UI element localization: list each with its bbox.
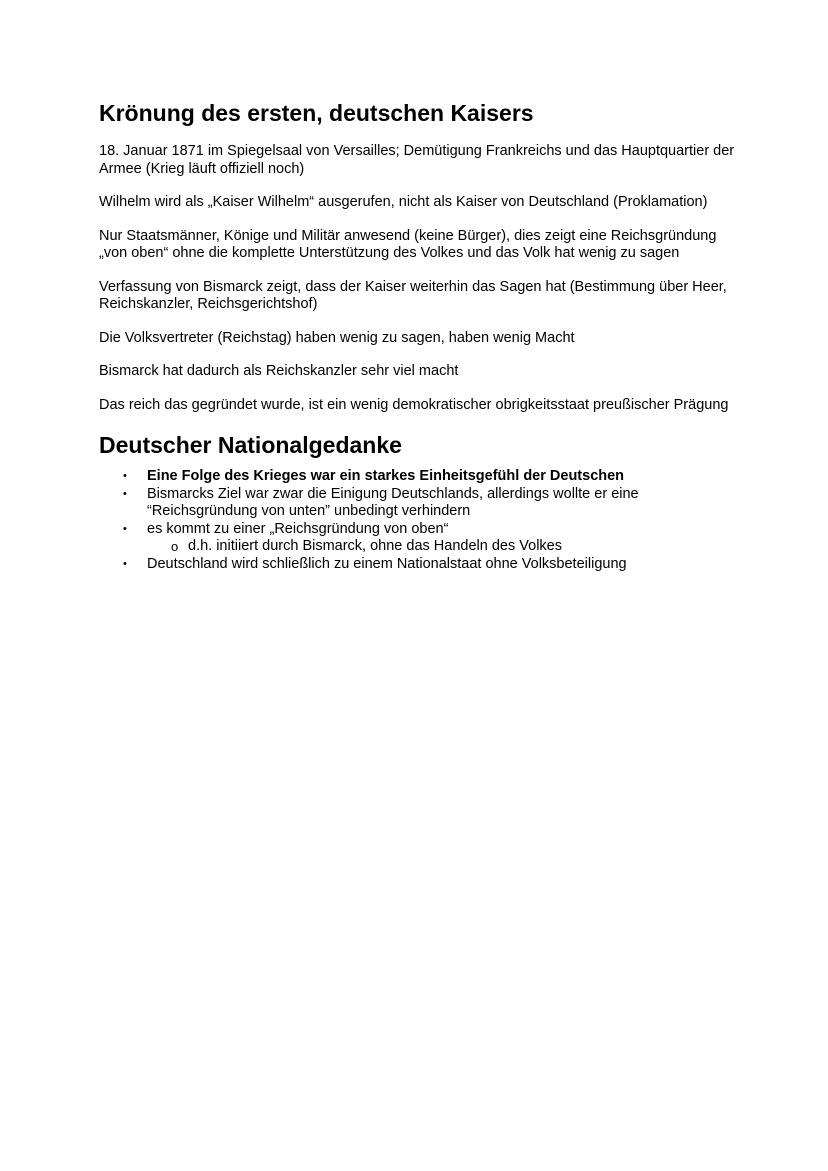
paragraph-constitution: Verfassung von Bismarck zeigt, dass der Kaiser weiterhin das Sagen hat (Bestimmung über Heer, Reichskanzler, Reichsgerichtshof) [99,278,727,312]
bullet-icon: • [123,487,127,500]
list-item-text: Bismarcks Ziel war zwar die Einigung Deutschlands, allerdings wollte er eine “Reichsgründung von unten” unbedingt verhindern [147,485,639,519]
bullet-icon: • [123,470,127,482]
section-heading-kaiser: Krönung des ersten, deutschen Kaisers [99,100,534,126]
list-item [123,485,739,521]
sub-bullet-list [147,538,739,556]
list-item-text: es kommt zu einer „Reichsgründung von oben“ [147,520,449,537]
document-content [99,100,739,573]
paragraph-state: Das reich das gegründet wurde, ist ein wenig demokratischer obrigkeitsstaat preußischer Prägung [99,396,729,413]
section-heading-national: Deutscher Nationalgedanke [99,432,402,458]
bullet-icon: • [123,522,127,535]
list-item-text: Eine Folge des Krieges war ein starkes Einheitsgefühl der Deutschen [147,468,625,484]
list-item [123,555,739,574]
paragraph-date: 18. Januar 1871 im Spiegelsaal von Versailles; Demütigung Frankreichs und das Hauptquartier der Armee (Krieg läuft offiziell noch) [99,143,735,177]
circle-bullet-icon: o [171,539,179,554]
list-item [123,520,739,556]
paragraph-proclamation: Wilhelm wird als „Kaiser Wilhelm“ ausgerufen, nicht als Kaiser von Deutschland (Proklamation) [99,194,708,210]
sub-list-item-text: d.h. initiiert durch Bismarck, ohne das Handeln des Volkes [188,538,562,554]
sub-list-item [171,538,739,556]
list-item [123,468,739,486]
paragraph-attendees: Nur Staatsmänner, Könige und Militär anwesend (keine Bürger), dies zeigt eine Reichsgründung „von oben“ ohne die komplette Unterstützung des Volkes und das Volk hat wenig zu sagen [99,227,717,261]
bullet-list [99,468,739,573]
paragraph-chancellor: Bismarck hat dadurch als Reichskanzler sehr viel macht [99,363,459,379]
paragraph-reichstag: Die Volksvertreter (Reichstag) haben wenig zu sagen, haben wenig Macht [99,329,575,346]
list-item-text: Deutschland wird schließlich zu einem Nationalstaat ohne Volksbeteiligung [147,555,627,572]
bullet-icon: • [123,557,127,570]
